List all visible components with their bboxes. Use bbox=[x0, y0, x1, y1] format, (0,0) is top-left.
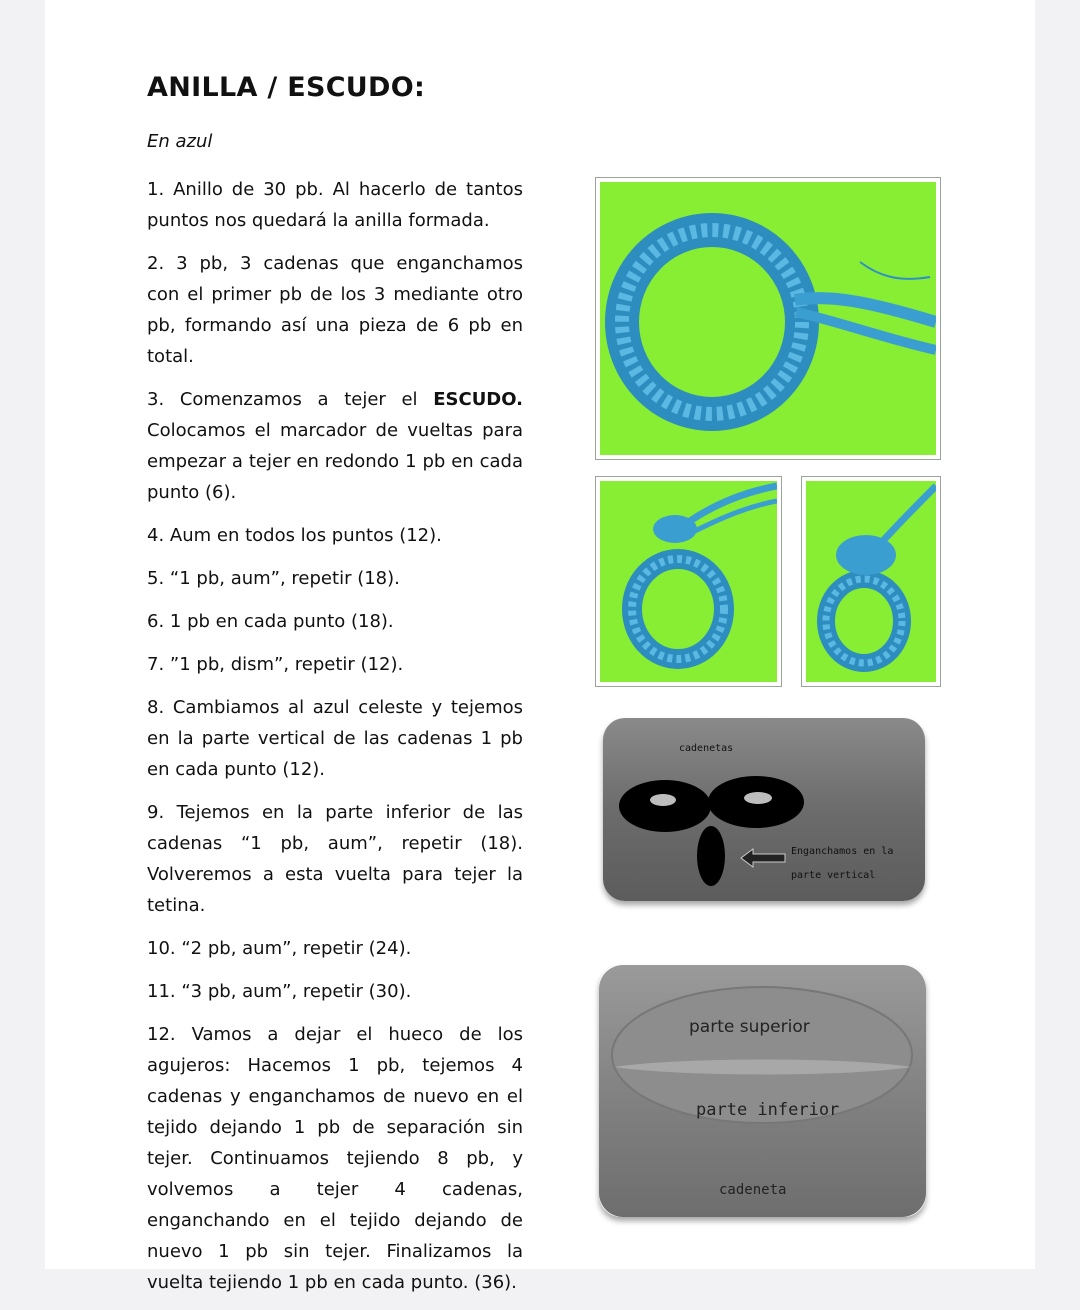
diagram-chain-attachment bbox=[603, 718, 925, 901]
label-parte-vertical: parte vertical bbox=[791, 870, 876, 881]
step-5: 5. “1 pb, aum”, repetir (18). bbox=[147, 568, 400, 589]
step-4: 4. Aum en todos los puntos (12). bbox=[147, 525, 442, 546]
step-10: 10. “2 pb, aum”, repetir (24). bbox=[147, 938, 412, 959]
photo-ring-with-shield-side-image bbox=[806, 481, 936, 682]
photo-crochet-ring-image bbox=[600, 182, 936, 455]
photo-ring-with-shield-side bbox=[801, 476, 941, 687]
label-parte-inferior: parte inferior bbox=[696, 1100, 840, 1120]
label-cadeneta: cadeneta bbox=[719, 1182, 787, 1198]
step-6: 6. 1 pb en cada punto (18). bbox=[147, 611, 394, 632]
photo-crochet-ring bbox=[595, 177, 941, 460]
step-7: 7. ”1 pb, dism”, repetir (12). bbox=[147, 654, 404, 675]
diagram-chain-parts bbox=[599, 965, 926, 1217]
color-note: En azul bbox=[147, 131, 213, 152]
step-1: 1. Anillo de 30 pb. Al hacerlo de tantos puntos nos quedará la anilla formada. bbox=[147, 179, 523, 231]
step-3-text-start: 3. Comenzamos a tejer el bbox=[147, 389, 434, 410]
step-8: 8. Cambiamos al azul celeste y tejemos en la parte vertical de las cadenas 1 pb en cada punto (12). bbox=[147, 697, 523, 780]
label-parte-superior: parte superior bbox=[689, 1017, 810, 1037]
diagram-chain-attachment-drawing bbox=[603, 718, 925, 901]
label-enganchamos: Enganchamos en la bbox=[791, 846, 894, 857]
section-heading: ANILLA / ESCUDO: bbox=[147, 72, 426, 103]
step-3-bold-keyword: ESCUDO. bbox=[433, 389, 523, 410]
label-cadenetas: cadenetas bbox=[679, 743, 734, 754]
photo-ring-with-shield-image bbox=[600, 481, 777, 682]
photo-ring-with-shield bbox=[595, 476, 782, 687]
diagram-chain-parts-drawing bbox=[599, 965, 926, 1217]
step-11: 11. “3 pb, aum”, repetir (30). bbox=[147, 981, 412, 1002]
step-3 bbox=[147, 384, 523, 508]
step-2: 2. 3 pb, 3 cadenas que enganchamos con el primer pb de los 3 mediante otro pb, formando así una pieza de 6 pb en total. bbox=[147, 253, 523, 367]
step-3-text-end: Colocamos el marcador de vueltas para empezar a tejer en redondo 1 pb en cada punto (6). bbox=[147, 420, 523, 503]
step-12: 12. Vamos a dejar el hueco de los agujeros: Hacemos 1 pb, tejemos 4 cadenas y enganchamos de nuevo en el tejido dejando 1 pb de separación sin tejer. Continuamos tejiendo 8 pb, y volvemos a tejer 4 cadenas, enganchando en el tejido dejando de nuevo 1 pb sin tejer. Finalizamos la vuelta tejiendo 1 pb en cada punto. (36). bbox=[147, 1024, 523, 1293]
step-9: 9. Tejemos en la parte inferior de las cadenas “1 pb, aum”, repetir (18). Volveremos a esta vuelta para tejer la tetina. bbox=[147, 802, 523, 916]
instruction-steps bbox=[147, 174, 523, 1310]
